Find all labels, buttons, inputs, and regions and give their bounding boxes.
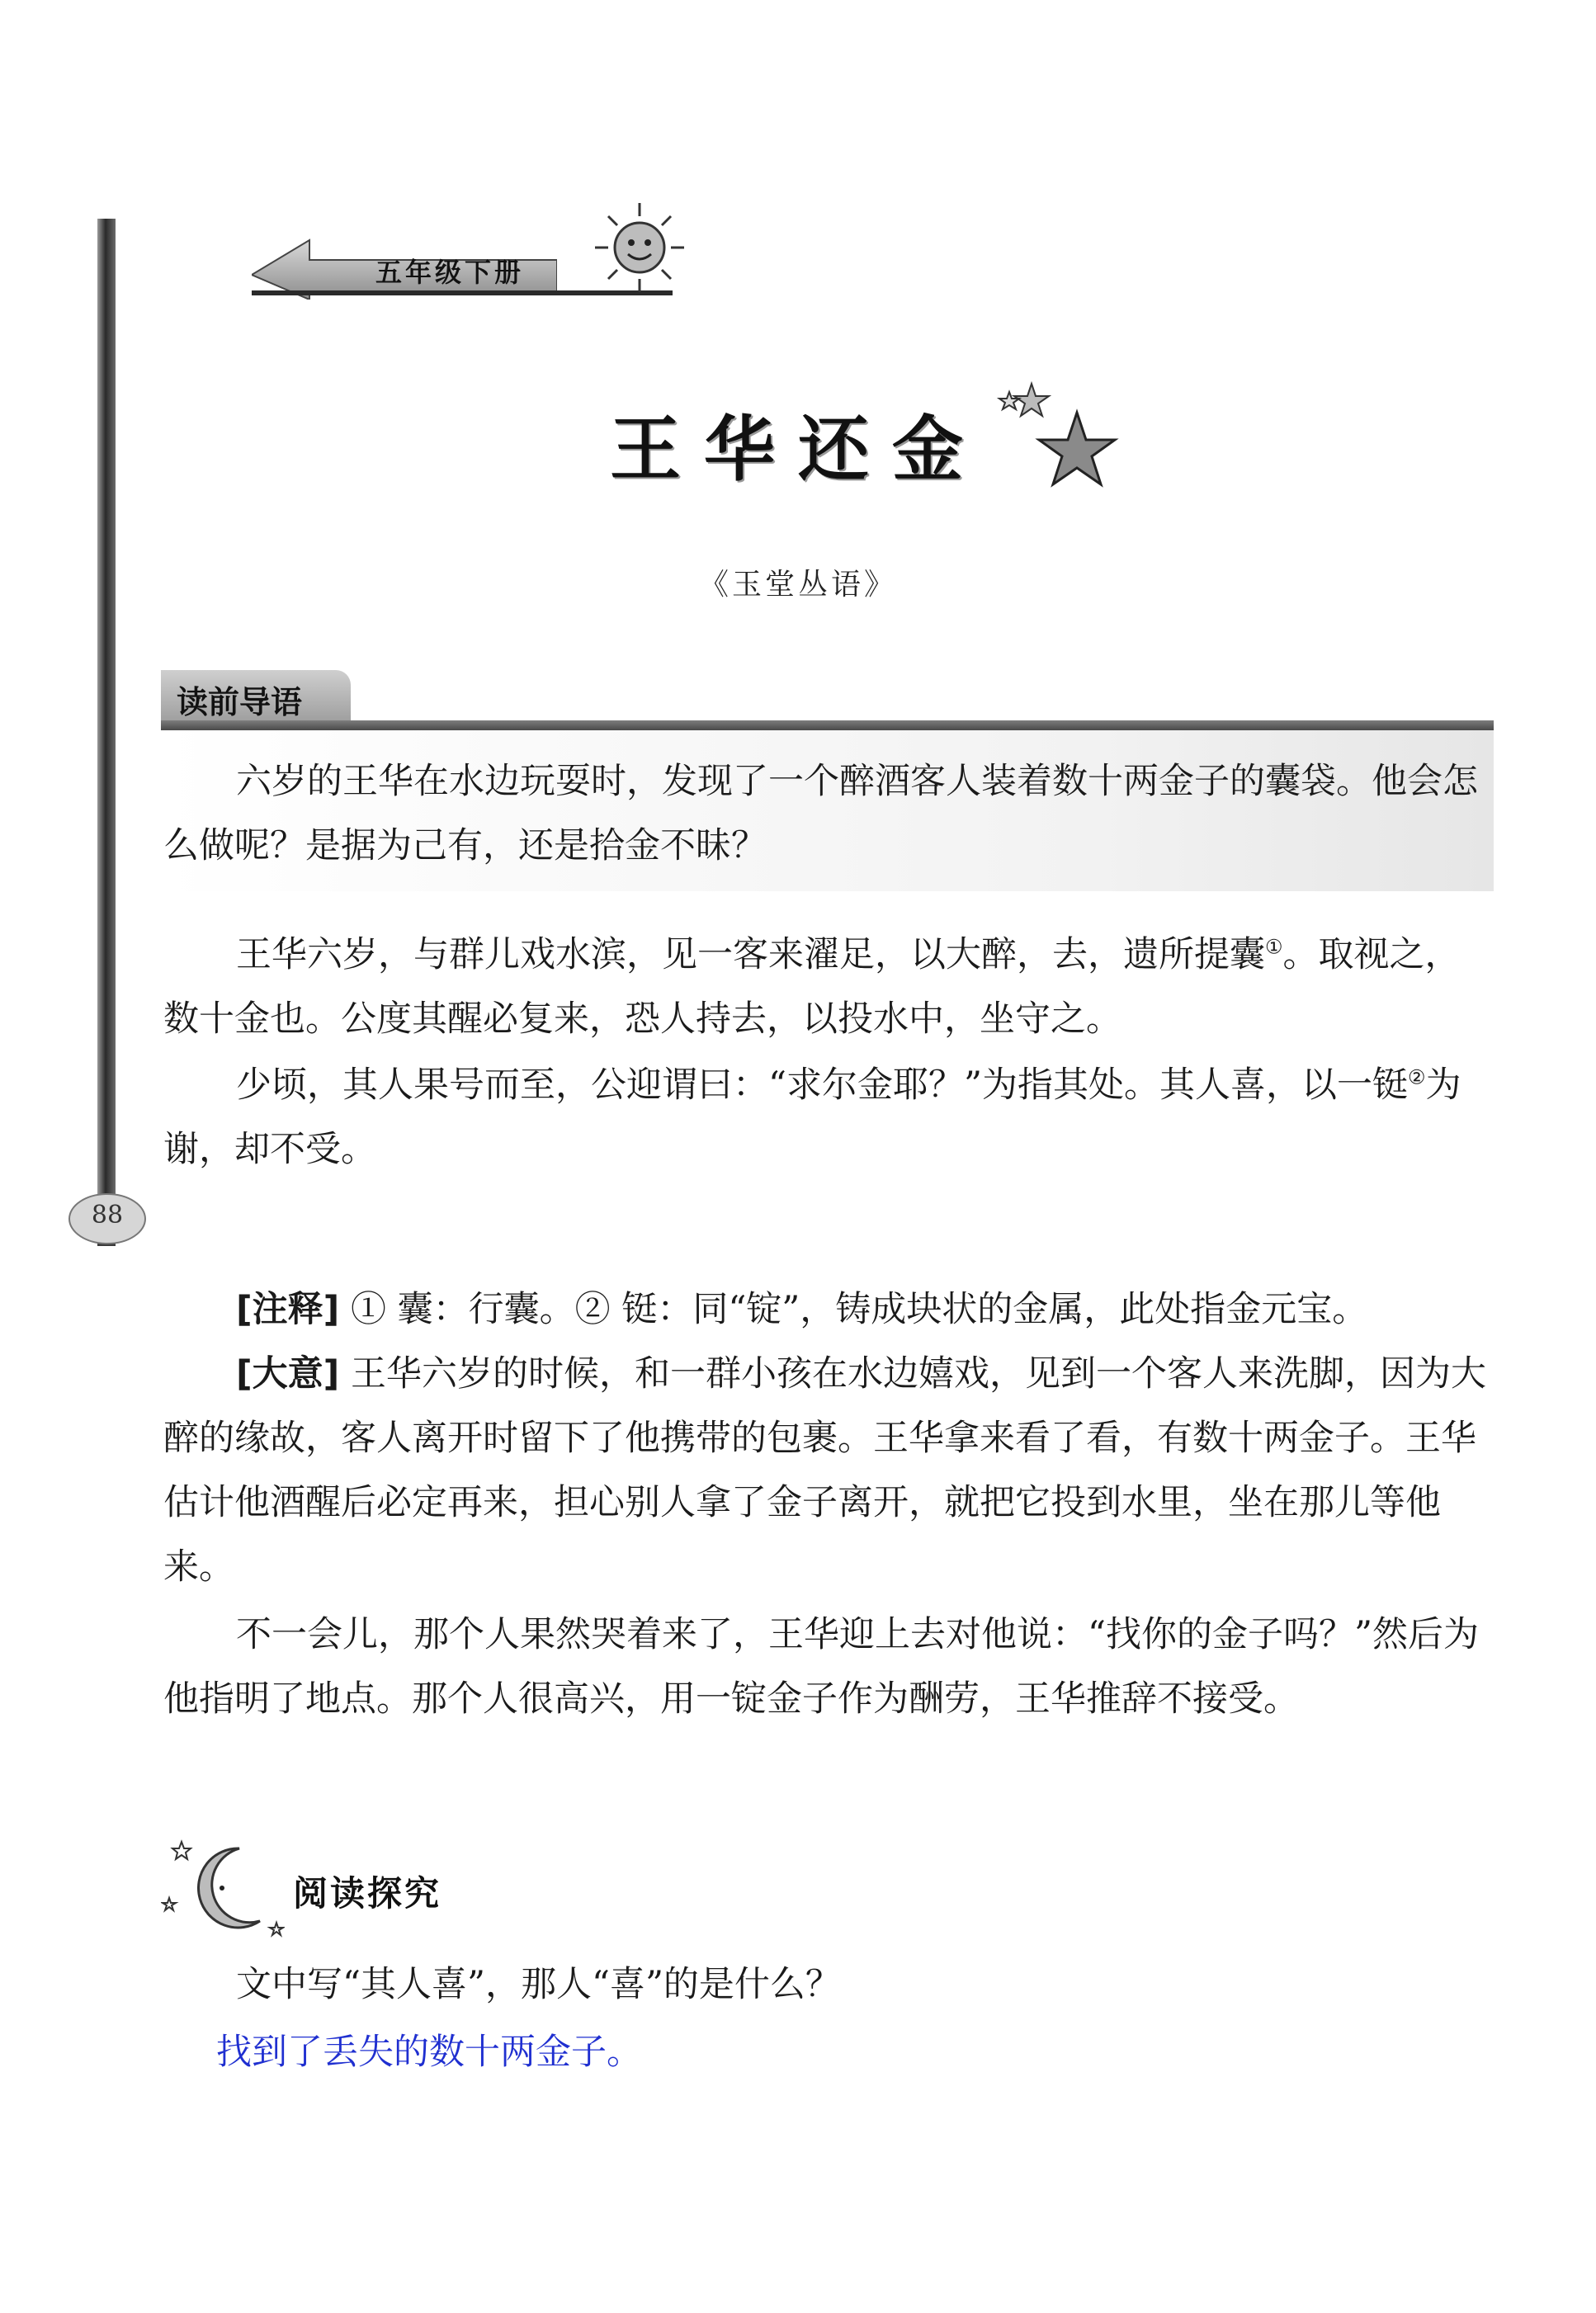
smiling-sun-icon	[590, 198, 689, 297]
stars-icon	[986, 375, 1126, 499]
summary-paragraph-1: [大意] 王华六岁的时候，和一群小孩在水边嬉戏，见到一个客人来洗脚，因为大醉的缘故，客人离开时留下了他携带的包裹。王华拿来看了看，有数十两金子。王华估计他酒醒后必定再来，担心别人拿了金子离开，就把它投到水里，坐在那儿等他来。	[163, 1353, 1486, 1588]
original-paragraph-2: 少顷，其人果号而至，公迎谓曰：“求尔金耶？”为指其处。其人喜，以一铤②为谢，却不受。	[163, 1064, 1461, 1170]
summary-paragraph-2: 不一会儿，那个人果然哭着来了，王华迎上去对他说：“找你的金子吗？”然后为他指明了地点。那个人很高兴，用一锭金子作为酬劳，王华推辞不接受。	[163, 1614, 1479, 1720]
footnote-marker-1: ①	[1265, 935, 1283, 959]
left-margin-rule	[97, 219, 116, 1221]
page-number: 88	[91, 1201, 124, 1230]
summary-label: [大意]	[236, 1353, 340, 1395]
source-citation: 《玉堂丛语》	[698, 568, 897, 602]
header-grade: 五年级下册	[375, 257, 525, 288]
notes-paragraph: [注释] ① 囊：行囊。② 铤：同“锭”，铸成块状的金属，此处指金元宝。	[236, 1289, 1368, 1330]
notes-label: [注释]	[236, 1289, 340, 1330]
crescent-moon-icon	[161, 1824, 285, 1947]
guide-bar	[161, 720, 1494, 730]
reading-label: 阅读探究	[293, 1873, 442, 1914]
guide-label: 读前导语	[177, 684, 303, 720]
footnote-marker-2: ②	[1407, 1065, 1426, 1089]
reading-answer: 找到了丢失的数十两金子。	[216, 2032, 642, 2073]
reading-question: 文中写“其人喜”，那人“喜”的是什么？	[236, 1964, 841, 2005]
original-paragraph-1: 王华六岁，与群儿戏水滨，见一客来濯足，以大醉，去，遗所提囊①。取视之，数十金也。公度其醒必复来，恐人持去，以投水中，坐守之。	[163, 934, 1461, 1040]
page-title: 王华还金	[610, 408, 986, 491]
guide-text: 六岁的王华在水边玩耍时，发现了一个醉酒客人装着数十两金子的囊袋。他会怎么做呢？是据为己有，还是拾金不昧？	[163, 761, 1478, 866]
